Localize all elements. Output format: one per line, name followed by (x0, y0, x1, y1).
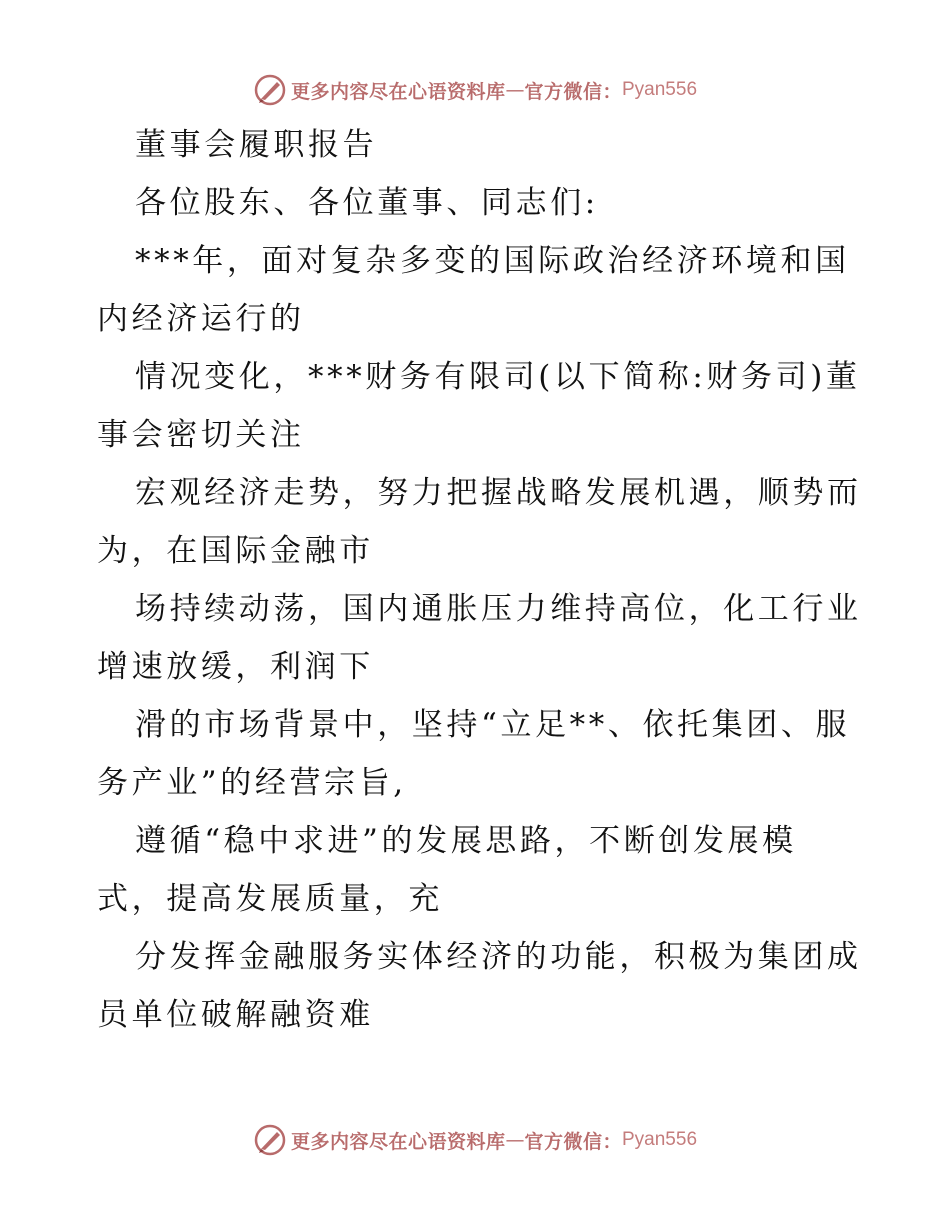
banner-official-label: 官方微信： (524, 1130, 622, 1153)
body-line: 式，提高发展质量，充 (97, 881, 443, 917)
document-title: 董事会履职报告 (135, 127, 378, 163)
greeting-line: 各位股东、各位董事、同志们: (135, 185, 599, 221)
body-line: 增速放缓，利润下 (97, 649, 374, 685)
banner-text: 更多内容尽在心语资料库 (290, 1130, 506, 1153)
banner-separator: — (505, 1129, 525, 1151)
body-line: 事会密切关注 (97, 417, 305, 453)
body-line: 员单位破解融资难 (97, 997, 374, 1033)
body-line: 分发挥金融服务实体经济的功能，积极为集团成 (135, 939, 862, 975)
banner-official-label: 官方微信： (524, 80, 622, 103)
quill-pen-circle-icon (253, 73, 287, 107)
body-line: ***年，面对复杂多变的国际政治经济环境和国 (135, 243, 850, 279)
body-line: 务产业”的经营宗旨, (97, 765, 407, 801)
banner-separator: — (505, 79, 525, 101)
body-line: 遵循“稳中求进”的发展思路，不断创发展模 (135, 823, 797, 859)
banner-wechat-id: Pyan556 (622, 1129, 698, 1150)
banner-text: 更多内容尽在心语资料库 (290, 80, 506, 103)
body-line: 宏观经济走势，努力把握战略发展机遇，顺势而 (135, 475, 862, 511)
header-watermark-banner (0, 70, 950, 110)
quill-pen-circle-icon (253, 1123, 287, 1157)
body-line: 内经济运行的 (97, 301, 305, 337)
footer-watermark-banner (0, 1120, 950, 1160)
body-line: 滑的市场背景中，坚持“立足**、依托集团、服 (135, 707, 851, 743)
banner-wechat-id: Pyan556 (622, 79, 698, 100)
body-line: 场持续动荡，国内通胀压力维持高位，化工行业 (135, 591, 862, 627)
body-line: 情况变化，***财务有限司(以下简称:财务司)董 (135, 359, 861, 395)
body-line: 为，在国际金融市 (97, 533, 374, 569)
